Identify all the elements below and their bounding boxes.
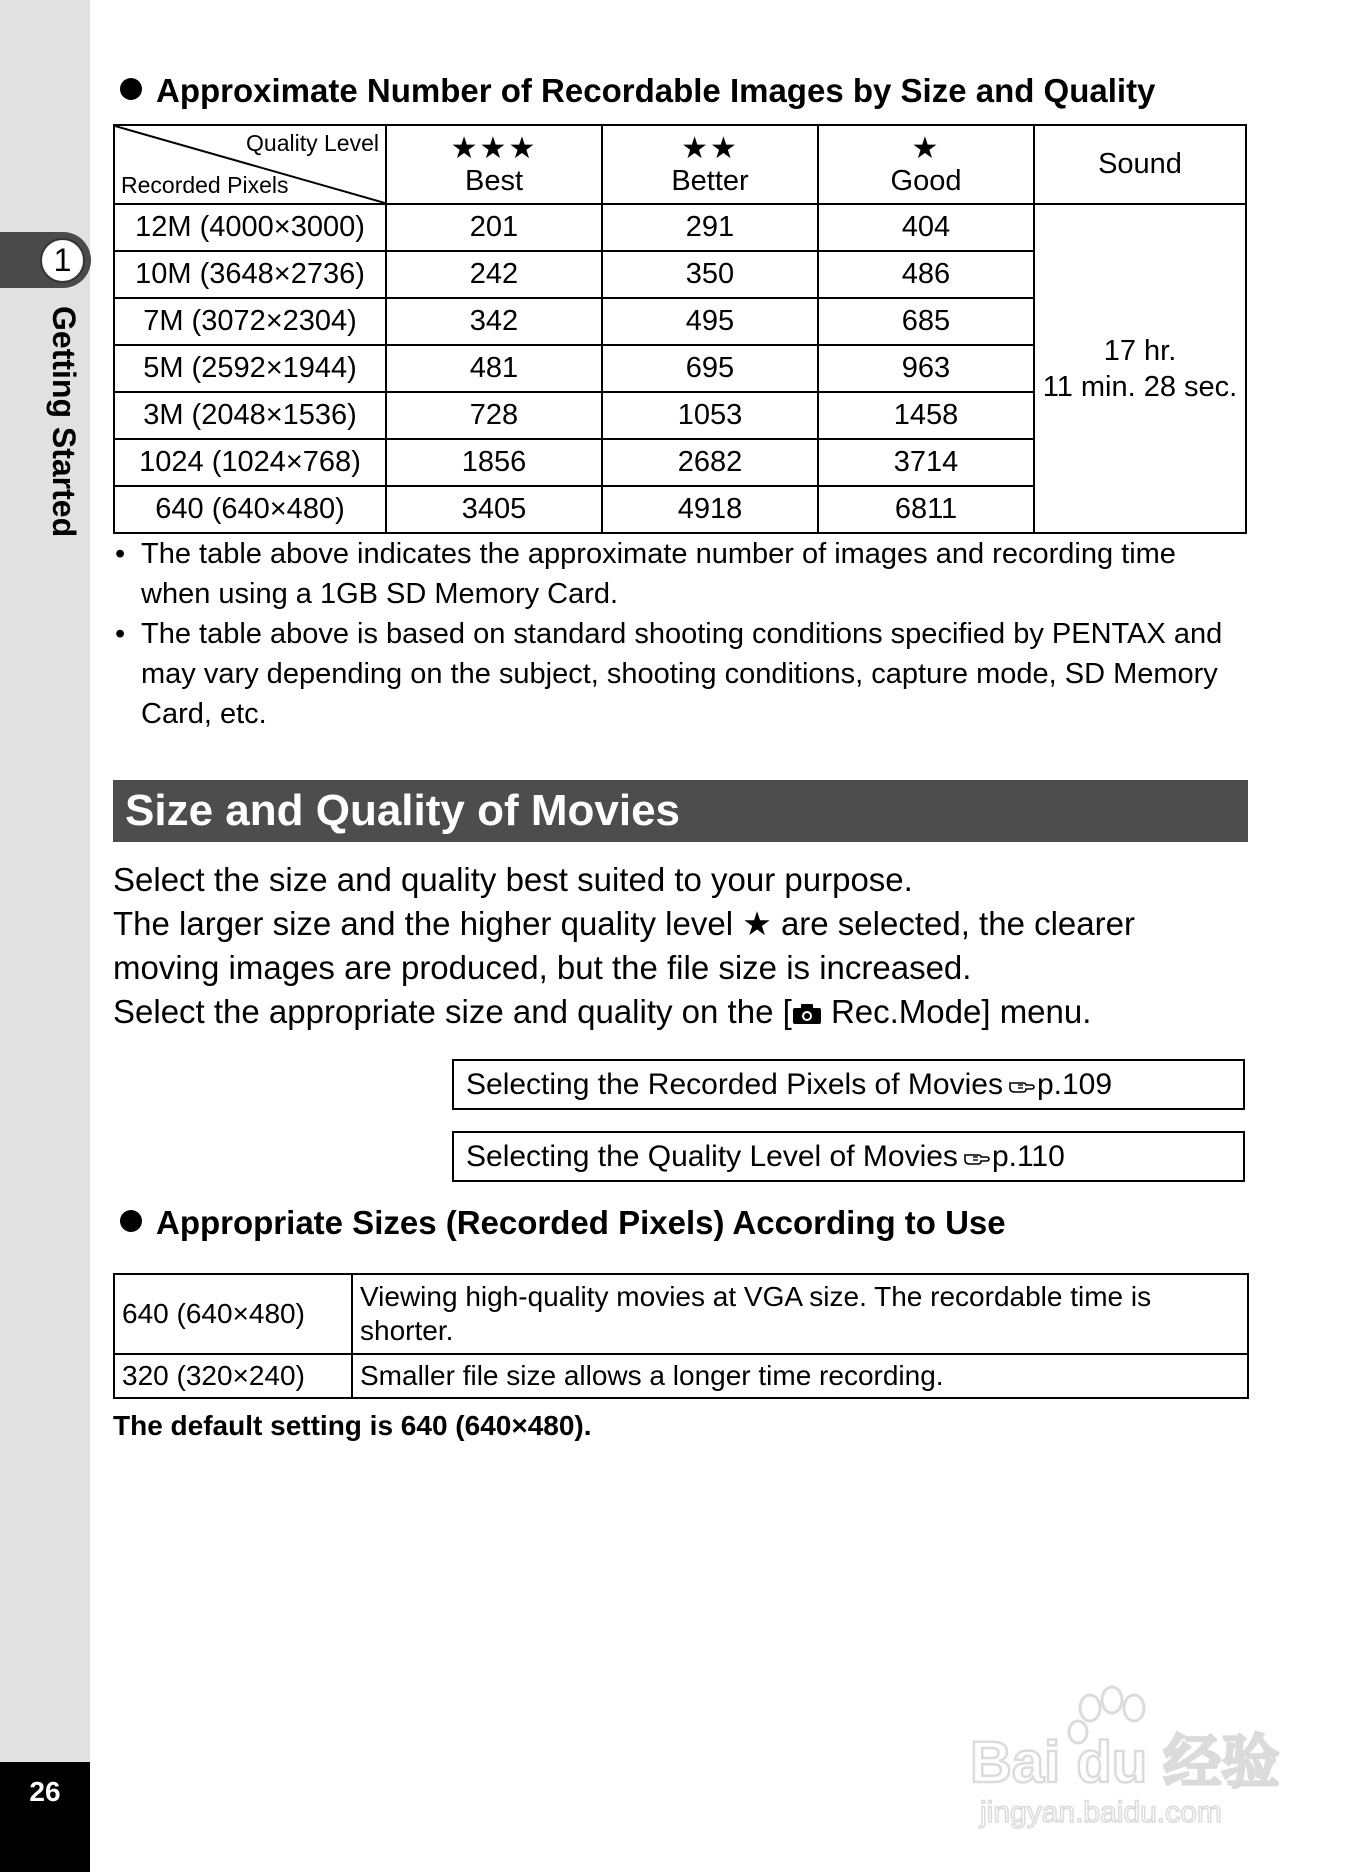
best-cell: 342 bbox=[386, 298, 602, 345]
table-notes bbox=[113, 534, 1253, 734]
page-number: 26 bbox=[29, 1776, 61, 1807]
watermark-brand: Bai du 经验 bbox=[970, 1730, 1280, 1795]
better-cell: 495 bbox=[602, 298, 818, 345]
column-sound: Sound bbox=[1034, 125, 1246, 204]
reference-text: Selecting the Quality Level of Movies bbox=[466, 1140, 958, 1173]
good-cell: 685 bbox=[818, 298, 1034, 345]
size-cell: 7M (3072×2304) bbox=[114, 298, 386, 345]
size-cell: 12M (4000×3000) bbox=[114, 204, 386, 251]
note-text: The table above indicates the approximate number of images and recording time when using a 1GB SD Memory Card. bbox=[141, 538, 1176, 610]
good-cell: 1458 bbox=[818, 392, 1034, 439]
use-size-cell: 640 (640×480) bbox=[114, 1274, 352, 1354]
size-cell: 3M (2048×1536) bbox=[114, 392, 386, 439]
reference-text: Selecting the Recorded Pixels of Movies bbox=[466, 1068, 1003, 1101]
chapter-number: 1 bbox=[40, 238, 85, 283]
note-text: The table above is based on standard shooting conditions specified by PENTAX and may vary depending on the subject, shooting conditions, capture mode, SD Memory Card, etc. bbox=[141, 618, 1223, 730]
bullet-dot-icon bbox=[120, 78, 142, 100]
better-cell: 695 bbox=[602, 345, 818, 392]
better-cell: 1053 bbox=[602, 392, 818, 439]
sizes-heading bbox=[120, 1204, 1006, 1242]
corner-cell bbox=[114, 125, 386, 204]
para-line-end: Rec.Mode] menu. bbox=[821, 993, 1092, 1030]
camera-icon bbox=[792, 1003, 822, 1025]
best-cell: 1856 bbox=[386, 439, 602, 486]
good-cell: 486 bbox=[818, 251, 1034, 298]
best-cell: 201 bbox=[386, 204, 602, 251]
use-size-cell: 320 (320×240) bbox=[114, 1354, 352, 1398]
reference-hand-icon bbox=[1009, 1076, 1037, 1094]
better-cell: 2682 bbox=[602, 439, 818, 486]
note-item: • The table above is based on standard shooting conditions specified by PENTAX and may vary depending on the subject, shooting conditions, capture mode, SD Memory Card, etc. bbox=[115, 618, 1223, 730]
corner-recorded-pixels: Recorded Pixels bbox=[121, 172, 289, 198]
column-good bbox=[818, 125, 1034, 204]
para-line: The larger size and the higher quality level ★ are selected, the clearer bbox=[113, 905, 1135, 942]
section-banner bbox=[113, 780, 1248, 842]
best-cell: 481 bbox=[386, 345, 602, 392]
size-use-table bbox=[113, 1273, 1249, 1399]
good-cell: 3714 bbox=[818, 439, 1034, 486]
table-header-row bbox=[114, 125, 1246, 204]
para-line bbox=[113, 990, 1263, 1034]
column-better bbox=[602, 125, 818, 204]
para-line: moving images are produced, but the file size is increased. bbox=[113, 949, 972, 986]
corner-quality-level: Quality Level bbox=[246, 130, 379, 156]
use-desc-cell: Smaller file size allows a longer time recording. bbox=[352, 1354, 1248, 1398]
default-setting-note: The default setting is 640 (640×480). bbox=[113, 1410, 592, 1441]
sound-hours: 17 hr. bbox=[1103, 334, 1177, 367]
section1-heading bbox=[120, 72, 1155, 110]
table-row bbox=[114, 1354, 1248, 1398]
size-cell: 5M (2592×1944) bbox=[114, 345, 386, 392]
baidu-paw-logo-icon bbox=[960, 1670, 1280, 1830]
para-line: Select the size and quality best suited to your purpose. bbox=[113, 861, 913, 898]
size-cell: 640 (640×480) bbox=[114, 486, 386, 533]
best-cell: 3405 bbox=[386, 486, 602, 533]
best-cell: 728 bbox=[386, 392, 602, 439]
recordable-images-table bbox=[113, 124, 1247, 534]
better-cell: 291 bbox=[602, 204, 818, 251]
intro-paragraph bbox=[113, 858, 1263, 1034]
section1-heading-text: Approximate Number of Recordable Images by Size and Quality bbox=[156, 72, 1156, 109]
sizes-heading-text: Appropriate Sizes (Recorded Pixels) According to Use bbox=[156, 1204, 1006, 1241]
good-cell: 404 bbox=[818, 204, 1034, 251]
sound-cell bbox=[1034, 204, 1246, 533]
column-best bbox=[386, 125, 602, 204]
stars-two-icon: ★★ bbox=[681, 131, 739, 165]
size-cell: 1024 (1024×768) bbox=[114, 439, 386, 486]
watermark-url: jingyan.baidu.com bbox=[980, 1796, 1222, 1829]
para-line-start: Select the appropriate size and quality on the [ bbox=[113, 993, 792, 1030]
sound-minutes: 11 min. 28 sec. bbox=[1042, 370, 1238, 403]
column-label: Best bbox=[464, 164, 524, 197]
column-label: Better bbox=[671, 164, 749, 197]
stars-one-icon: ★ bbox=[911, 131, 941, 165]
note-item: • The table above indicates the approximate number of images and recording time when using a 1GB SD Memory Card. bbox=[115, 538, 1176, 610]
chapter-title: Getting Started bbox=[46, 306, 82, 538]
good-cell: 6811 bbox=[818, 486, 1034, 533]
best-cell: 242 bbox=[386, 251, 602, 298]
stars-three-icon: ★★★ bbox=[450, 131, 538, 165]
reference-page: p.109 bbox=[1036, 1068, 1113, 1101]
baidu-watermark bbox=[960, 1670, 1280, 1830]
bullet-dot-icon bbox=[120, 1210, 142, 1232]
section-title: Size and Quality of Movies bbox=[125, 786, 681, 835]
better-cell: 4918 bbox=[602, 486, 818, 533]
good-cell: 963 bbox=[818, 345, 1034, 392]
reference-hand-icon bbox=[964, 1148, 992, 1166]
better-cell: 350 bbox=[602, 251, 818, 298]
column-label: Good bbox=[890, 164, 962, 197]
table-row bbox=[114, 204, 1246, 251]
use-desc-cell: Viewing high-quality movies at VGA size. The recordable time is shorter. bbox=[352, 1274, 1248, 1354]
table-row bbox=[114, 1274, 1248, 1354]
size-cell: 10M (3648×2736) bbox=[114, 251, 386, 298]
reference-box-quality-level[interactable] bbox=[452, 1131, 1245, 1182]
reference-box-recorded-pixels[interactable] bbox=[452, 1059, 1245, 1110]
reference-page: p.110 bbox=[991, 1140, 1065, 1173]
